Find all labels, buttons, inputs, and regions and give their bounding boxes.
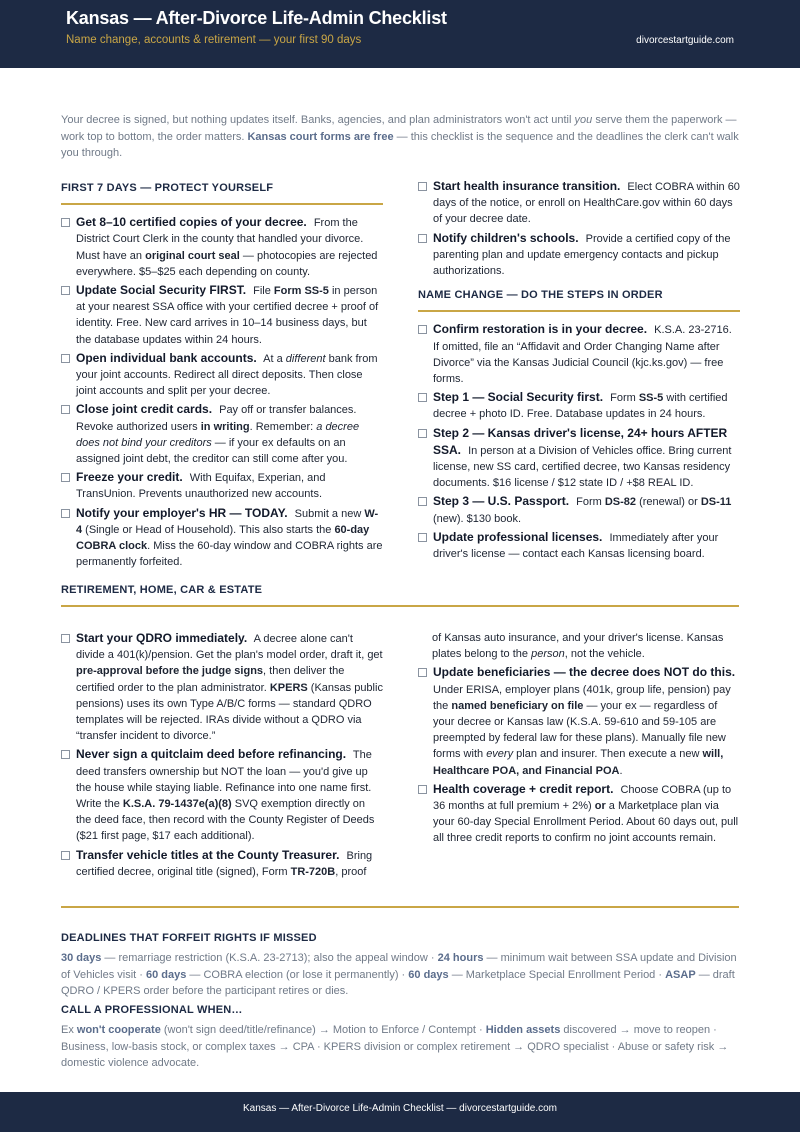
item-text: (Kansas public pensions) uses its own Type A/B/C forms — standard QDRO templates will be rejected. IRAs divide without a QDRO via “transfer incident to divorce.” [76,681,383,743]
checkbox-icon[interactable] [418,234,427,243]
deadline-strong: 60 days [145,968,187,981]
checkbox-icon[interactable] [61,473,70,482]
item-text: (Single or Head of Household). This also starts the [82,523,335,536]
checkbox-icon[interactable] [418,497,427,506]
item-bold: K.S.A. 79-1437e(a)(8) [122,798,232,811]
item-lead: Step 3 — U.S. Passport. [433,494,570,509]
item-text: In person at a Division of Vehicles office. Bring current license, new SS card, certified decree, two Kansas residency documents. $16 license / $12 state ID / +$8 REAL ID. [433,444,732,490]
item-text: of Kansas auto insurance, and your driver's license. Kansas plates belong to the [432,632,724,661]
item-bold: SS-5 [638,392,664,405]
item-text: Form [607,392,639,405]
deadline-strong: 30 days [61,952,102,964]
item-italic: a decree does not bind your creditors [76,420,360,449]
item-text: in person at your nearest SSA office with your certified decree + proof of identity. Free. New card arrives in 10–14 business days, but the database updates within 24 hours. [76,285,379,346]
site-url: divorcestartguide.com [636,35,734,46]
health-schools-section [418,178,740,564]
checkbox-icon[interactable] [418,182,427,191]
item-bold: W-4 [76,507,379,536]
professional-text-part: (won't sign deed/title/refinance) → Motion to Enforce / Contempt · [160,1024,486,1036]
checklist-item[interactable] [61,350,383,400]
item-bold: in writing [200,420,250,433]
item-text: From the District Court Clerk in the county that handled your divorce. Must have an [76,217,364,262]
item-lead: Never sign a quitclaim deed before refinancing. [76,747,347,762]
item-lead: Open individual bank accounts. [76,350,257,365]
intro-paragraph [61,112,741,162]
retirement-heading-block [61,584,739,607]
page-header [0,0,800,68]
deadline-text: — Marketplace Special Enrollment Period · [448,968,666,981]
section-divider [61,605,739,607]
item-italic: person [531,648,565,661]
deadline-text: — COBRA election (or lose it permanently) · [186,968,409,981]
checklist-item[interactable] [418,781,740,847]
item-lead: Health coverage + credit report. [433,781,614,796]
item-text: Submit a new [291,507,365,520]
first-7-days-section [61,180,383,572]
item-text: Under ERISA, employer plans (401k, group life, pension) pay the [433,683,731,712]
item-bold: KPERS [269,681,308,694]
checkbox-icon[interactable] [61,509,70,518]
checkbox-icon[interactable] [418,668,427,677]
item-text: (renewal) or [636,496,701,509]
checkbox-icon[interactable] [61,634,70,643]
section-heading-professional: CALL A PROFESSIONAL WHEN… [61,1004,243,1016]
page-subtitle: Name change, accounts & retirement — your first 90 days [66,34,362,46]
item-text: plan and insurer. Then execute a new [513,748,703,761]
item-bold: DS-11 [700,496,732,509]
checkbox-icon[interactable] [61,218,70,227]
item-lead: Start health insurance transition. [433,179,621,193]
deadlines-section [61,932,739,944]
checkbox-icon[interactable] [61,851,70,860]
section-divider [61,906,739,908]
item-lead: Transfer vehicle titles at the County Treasurer. [76,847,340,862]
checklist-item[interactable] [61,746,383,844]
footer-text: Kansas — After-Divorce Life-Admin Checklist — divorcestartguide.com [242,1103,557,1114]
section-divider [61,203,383,205]
retirement-left-column [61,630,383,882]
item-lead: Update professional licenses. [433,529,603,544]
professional-text-part: discovered → move to reopen · Business, low-basis stock, or complex taxes → CPA · KPERS division or complex retirement → QDRO specialist · Abuse or safety risk → domestic violence advocate. [61,1024,729,1069]
section-heading-name-change: NAME CHANGE — DO THE STEPS IN ORDER [418,289,663,302]
checkbox-icon[interactable] [61,750,70,759]
checklist-item[interactable] [61,847,383,880]
checkbox-icon[interactable] [61,405,70,414]
item-bold: 60-day COBRA clock [76,523,370,553]
item-lead: Update beneficiaries — the decree does NOT do this. [433,665,736,680]
professional-strong: Hidden assets [485,1024,561,1036]
item-lead: Freeze your credit. [76,470,183,485]
deadline-strong: 24 hours [437,952,484,964]
intro-text: — this checklist is the sequence and the deadlines the clerk can't walk you through. [61,130,739,159]
checklist-item[interactable] [418,178,740,228]
professional-section [61,1004,739,1016]
item-text: SVQ exemption directly on the deed face, then record with the County Register of Deeds ($21 first page, $17 each additional). [76,798,375,843]
item-text: File [250,285,274,298]
professional-strong: won't cooperate [76,1024,161,1036]
item-text: , proof [335,865,367,878]
item-bold: Form SS-5 [273,285,329,298]
intro-strong: Kansas court forms are free [247,130,394,143]
checklist-item[interactable] [61,505,383,571]
checklist-item[interactable] [418,664,740,778]
item-text: bank from your joint accounts. Redirect all direct deposits. Then close joint accounts and split per your decree. [76,352,378,398]
item-lead: Start your QDRO immediately. [76,631,248,645]
item-italic: different [285,352,326,365]
checklist-item[interactable] [418,493,740,526]
item-lead: Notify your employer's HR — TODAY. [76,505,288,520]
item-lead: Close joint credit cards. [76,402,213,417]
item-lead: Confirm restoration is in your decree. [433,322,648,337]
item-bold: named beneficiary on file [451,699,584,712]
item-text: (new). $130 book. [433,512,522,525]
checklist-item[interactable] [418,321,740,387]
checkbox-icon[interactable] [418,393,427,402]
section-heading-retirement: RETIREMENT, HOME, CAR & ESTATE [61,584,263,596]
checklist-item[interactable] [418,389,740,422]
item-lead: Update Social Security FIRST. [76,283,247,298]
deadline-strong: 60 days [408,968,449,981]
item-text: Form [573,496,605,509]
checklist-item[interactable] [418,230,740,280]
professional-text [61,1022,741,1072]
checklist-item[interactable] [61,214,383,280]
deadline-text: — draft QDRO / KPERS order before the participant retires or dies. [61,968,735,997]
item-text: K.S.A. 23-2716. If omitted, file an “Affidavit and Order Changing Name after Divorce” via the Kansas Judicial Council (kjc.ks.gov) — free forms. [433,324,732,386]
item-text: . [619,764,623,777]
item-text: , then deliver the certified order to the plan administrator. [76,665,345,694]
item-text: a Marketplace plan via your 60-day Special Enrollment Period. About 60 days out, pull all three credit reports to confirm no joint accounts remain. [433,800,739,845]
intro-emphasis: you [574,114,593,126]
checklist-item[interactable] [418,529,740,562]
item-bold: original court seal [145,249,240,262]
checklist-item[interactable] [418,425,740,492]
item-bold: DS-82 [604,496,637,509]
item-text: — photocopies are rejected everywhere. $5–$25 each depending on county. [76,249,378,278]
item-text: Immediately after your driver's license — contact each Kansas licensing board. [433,531,719,561]
section-divider [418,310,740,312]
checklist-item[interactable] [61,282,383,348]
item-lead: Step 2 — Kansas driver's license, 24+ hours AFTER SSA. [433,425,728,457]
item-bold: TR-720B [290,865,336,878]
professional-text-part: Ex [61,1024,77,1036]
item-text: The deed transfers ownership but NOT the loan — you'd give up the house while staying liable. Refinance into one name first. Write the [76,749,372,811]
item-text: . Miss the 60-day window and COBRA rights are permanently forfeited. [76,540,383,569]
item-text: Elect COBRA within 60 days of the notice, or enroll on HealthCare.gov within 60 days of your decree date. [433,181,740,226]
deadlines-text [61,950,741,1000]
item-text: , not the vehicle. [564,648,645,661]
retirement-right-column [418,630,740,849]
item-text: A decree alone can't divide a 401(k)/pension. Get the plan's model order, draft it, get [76,633,383,662]
item-text: — if your ex defaults on an assigned joint debt, the creditor can still come after you. [76,436,348,466]
section-heading-first-7-days: FIRST 7 DAYS — PROTECT YOURSELF [61,182,274,194]
item-text: Provide a certified copy of the parenting plan and update emergency contacts and pickup authorizations. [433,232,731,278]
checkbox-icon[interactable] [418,533,427,542]
item-text: . Remember: [249,420,317,433]
checklist-item[interactable] [61,630,383,744]
checkbox-icon[interactable] [418,325,427,334]
page-title: Kansas — After-Divorce Life-Admin Checklist [66,8,447,28]
section-heading-deadlines: DEADLINES THAT FORFEIT RIGHTS IF MISSED [61,932,317,944]
item-lead: Get 8–10 certified copies of your decree. [76,215,307,230]
item-text: Choose COBRA (up to 36 months at full premium + 2%) [433,783,732,813]
item-text: At a [260,352,286,365]
deadline-text: — minimum wait between SSA update and Division of Vehicles visit · [61,952,737,981]
item-bold: will, Healthcare POA, and Financial POA [433,748,724,777]
item-lead: Step 1 — Social Security first. [433,390,604,405]
deadline-strong: ASAP [665,968,696,981]
intro-text: serve them the paperwork — work top to bottom, the order matters. [61,114,737,143]
checkbox-icon[interactable] [418,429,427,438]
intro-text: Your decree is signed, but nothing updates itself. Banks, agencies, and plan administrators won't act until [61,114,575,126]
checklist-item[interactable] [61,401,383,467]
item-text: With Equifax, Experian, and TransUnion. Prevents unauthorized new accounts. [76,472,326,501]
checkbox-icon[interactable] [61,286,70,295]
item-bold: pre-approval before the judge signs [76,665,264,678]
item-lead: Notify children's schools. [433,230,579,245]
item-italic: every [486,748,514,761]
continued-text [418,630,740,662]
item-text: with certified decree + photo ID. Free. Database updates in 24 hours. [433,392,728,421]
item-text: Pay off or transfer balances. Revoke authorized users [76,404,357,433]
checklist-item[interactable] [61,469,383,502]
page-footer [0,1092,800,1132]
deadline-text: — remarriage restriction (K.S.A. 23-2713); also the appeal window · [101,952,438,964]
item-text: — your ex — regardless of your decree or Kansas law (K.S.A. 59-610 and 59-105 are preempted by federal law for these plans). Manually file new forms with [433,699,726,761]
item-bold: or [594,800,606,813]
checkbox-icon[interactable] [418,785,427,794]
checkbox-icon[interactable] [61,354,70,363]
item-text: Bring certified decree, original title (signed), Form [76,849,373,878]
